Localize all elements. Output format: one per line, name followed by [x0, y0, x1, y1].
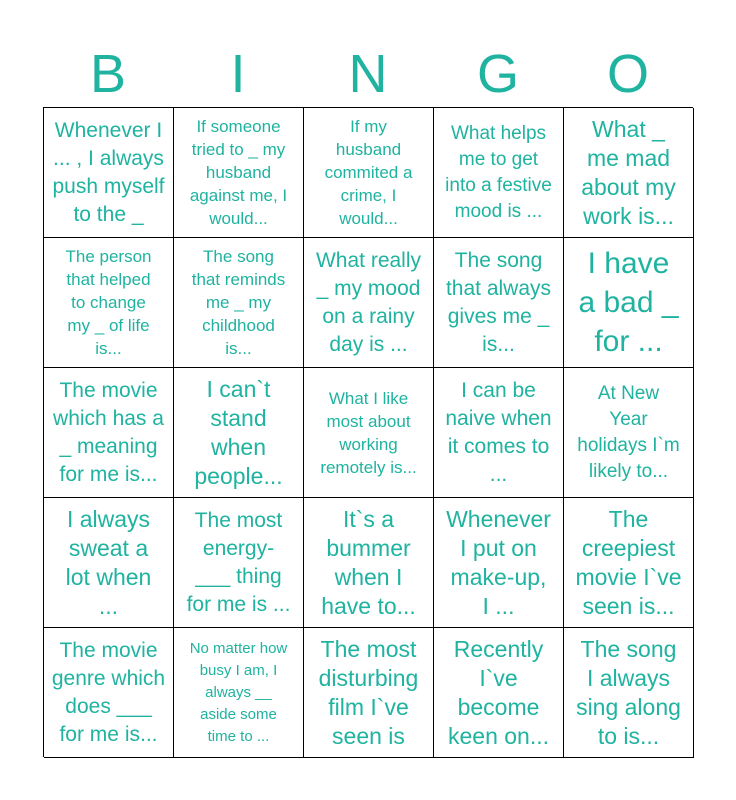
header-letter-n: N [348, 44, 388, 104]
bingo-cell-r2c4[interactable]: The song that always gives me _ is... [434, 238, 564, 368]
bingo-cell-r1c1[interactable]: Whenever I ... , I always push myself to the _ [44, 108, 174, 238]
bingo-cell-r4c3[interactable]: It`s a bummer when I have to... [304, 498, 434, 628]
header-letter-b: B [89, 44, 127, 104]
header-letter-i: I [230, 44, 246, 104]
bingo-cell-r2c1[interactable]: The person that helped to change my _ of life is... [44, 238, 174, 368]
bingo-cell-r4c4[interactable]: Whenever I put on make-up, I ... [434, 498, 564, 628]
bingo-board [43, 107, 693, 757]
bingo-cell-r4c5[interactable]: The creepiest movie I`ve seen is... [564, 498, 694, 628]
bingo-cell-r3c3[interactable]: What I like most about working remotely is... [304, 368, 434, 498]
bingo-cell-r1c4[interactable]: What helps me to get into a festive mood is ... [434, 108, 564, 238]
bingo-cell-r2c5[interactable]: I have a bad _ for ... [564, 238, 694, 368]
bingo-cell-r3c4[interactable]: I can be naive when it comes to ... [434, 368, 564, 498]
bingo-cell-r3c1[interactable]: The movie which has a _ meaning for me is... [44, 368, 174, 498]
bingo-cell-r1c5[interactable]: What _ me mad about my work is... [564, 108, 694, 238]
bingo-cell-r2c2[interactable]: The song that reminds me _ my childhood is... [174, 238, 304, 368]
bingo-cell-r5c3[interactable]: The most disturbing film I`ve seen is [304, 628, 434, 758]
bingo-cell-r1c3[interactable]: If my husband commited a crime, I would... [304, 108, 434, 238]
bingo-cell-r5c5[interactable]: The song I always sing along to is... [564, 628, 694, 758]
bingo-cell-r2c3[interactable]: What really _ my mood on a rainy day is ... [304, 238, 434, 368]
bingo-cell-r4c2[interactable]: The most energy- ___ thing for me is ... [174, 498, 304, 628]
bingo-cell-r3c2[interactable]: I can`t stand when people... [174, 368, 304, 498]
bingo-cell-r1c2[interactable]: If someone tried to _ my husband against me, I would... [174, 108, 304, 238]
bingo-cell-r5c1[interactable]: The movie genre which does ___ for me is... [44, 628, 174, 758]
bingo-cell-r5c2[interactable]: No matter how busy I am, I always __ aside some time to ... [174, 628, 304, 758]
bingo-cell-r3c5[interactable]: At New Year holidays I`m likely to... [564, 368, 694, 498]
header-letter-o: O [606, 44, 649, 104]
bingo-header [43, 40, 693, 108]
bingo-cell-r5c4[interactable]: Recently I`ve become keen on... [434, 628, 564, 758]
header-letter-g: G [476, 44, 519, 104]
bingo-cell-r4c1[interactable]: I always sweat a lot when ... [44, 498, 174, 628]
